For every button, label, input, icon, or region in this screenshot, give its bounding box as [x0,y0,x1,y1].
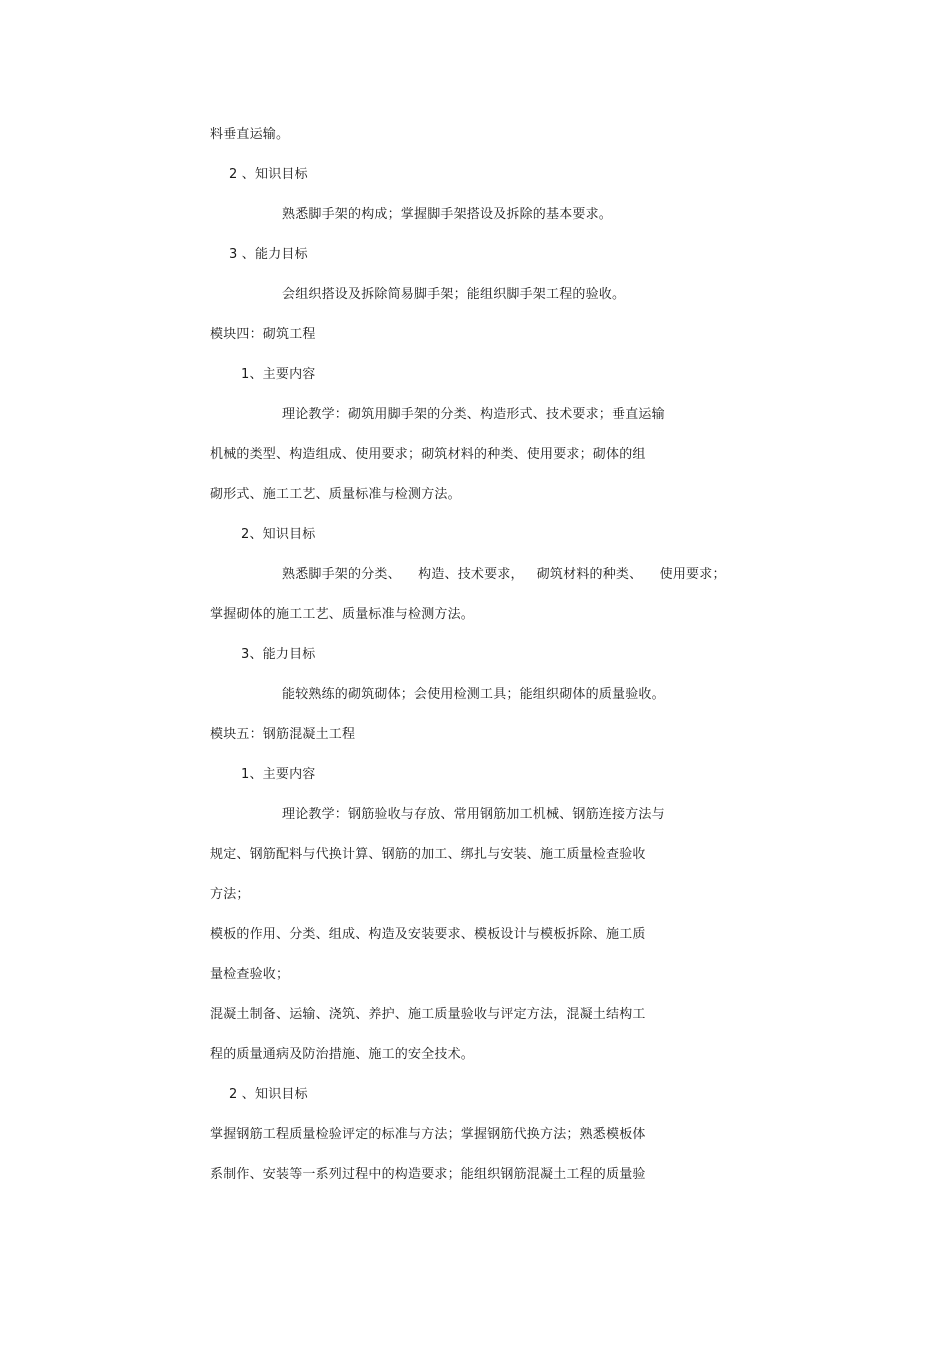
module-heading: 模块五：钢筋混凝土工程 [210,727,356,742]
paragraph-line: 熟悉脚手架的构成；掌握脚手架搭设及拆除的基本要求。 [282,207,613,222]
section-heading-ability: 3、能力目标 [241,647,316,662]
paragraph-line: 掌握砌体的施工工艺、质量标准与检测方法。 [210,607,475,622]
paragraph-line: 模板的作用、分类、组成、构造及安装要求、模板设计与模板拆除、施工质 [210,927,646,942]
paragraph-line: 理论教学：砌筑用脚手架的分类、构造形式、技术要求；垂直运输 [282,407,665,422]
text-line-continuation: 料垂直运输。 [210,127,290,142]
section-heading-content: 1、主要内容 [241,367,316,382]
paragraph-line: 量检查验收； [210,967,290,982]
paragraph-line: 能较熟练的砌筑砌体；会使用检测工具；能组织砌体的质量验收。 [282,687,665,702]
paragraph-line: 砌形式、施工工艺、质量标准与检测方法。 [210,487,461,502]
section-heading-knowledge: 2、知识目标 [241,527,316,542]
section-heading-ability: 3 、能力目标 [229,247,308,262]
paragraph-line: 规定、钢筋配料与代换计算、钢筋的加工、绑扎与安装、施工质量检查验收 [210,847,646,862]
paragraph-line: 会组织搭设及拆除简易脚手架；能组织脚手架工程的验收。 [282,287,626,302]
section-heading-knowledge: 2 、知识目标 [229,1087,308,1102]
paragraph-line: 熟悉脚手架的分类、 构造、技术要求， 砌筑材料的种类、 使用要求； [282,567,726,582]
paragraph-line: 掌握钢筋工程质量检验评定的标准与方法；掌握钢筋代换方法；熟悉模板体 [210,1127,646,1142]
section-heading-content: 1、主要内容 [241,767,316,782]
paragraph-line: 系制作、安装等一系列过程中的构造要求；能组织钢筋混凝土工程的质量验 [210,1167,646,1182]
paragraph-line: 机械的类型、构造组成、使用要求；砌筑材料的种类、使用要求；砌体的组 [210,447,646,462]
paragraph-line: 方法； [210,887,250,902]
paragraph-line: 混凝土制备、运输、浇筑、养护、施工质量验收与评定方法，混凝土结构工 [210,1007,646,1022]
module-heading: 模块四：砌筑工程 [210,327,316,342]
section-heading-knowledge: 2 、知识目标 [229,167,308,182]
paragraph-line: 程的质量通病及防治措施、施工的安全技术。 [210,1047,475,1062]
paragraph-line: 理论教学：钢筋验收与存放、常用钢筋加工机械、钢筋连接方法与 [282,807,665,822]
